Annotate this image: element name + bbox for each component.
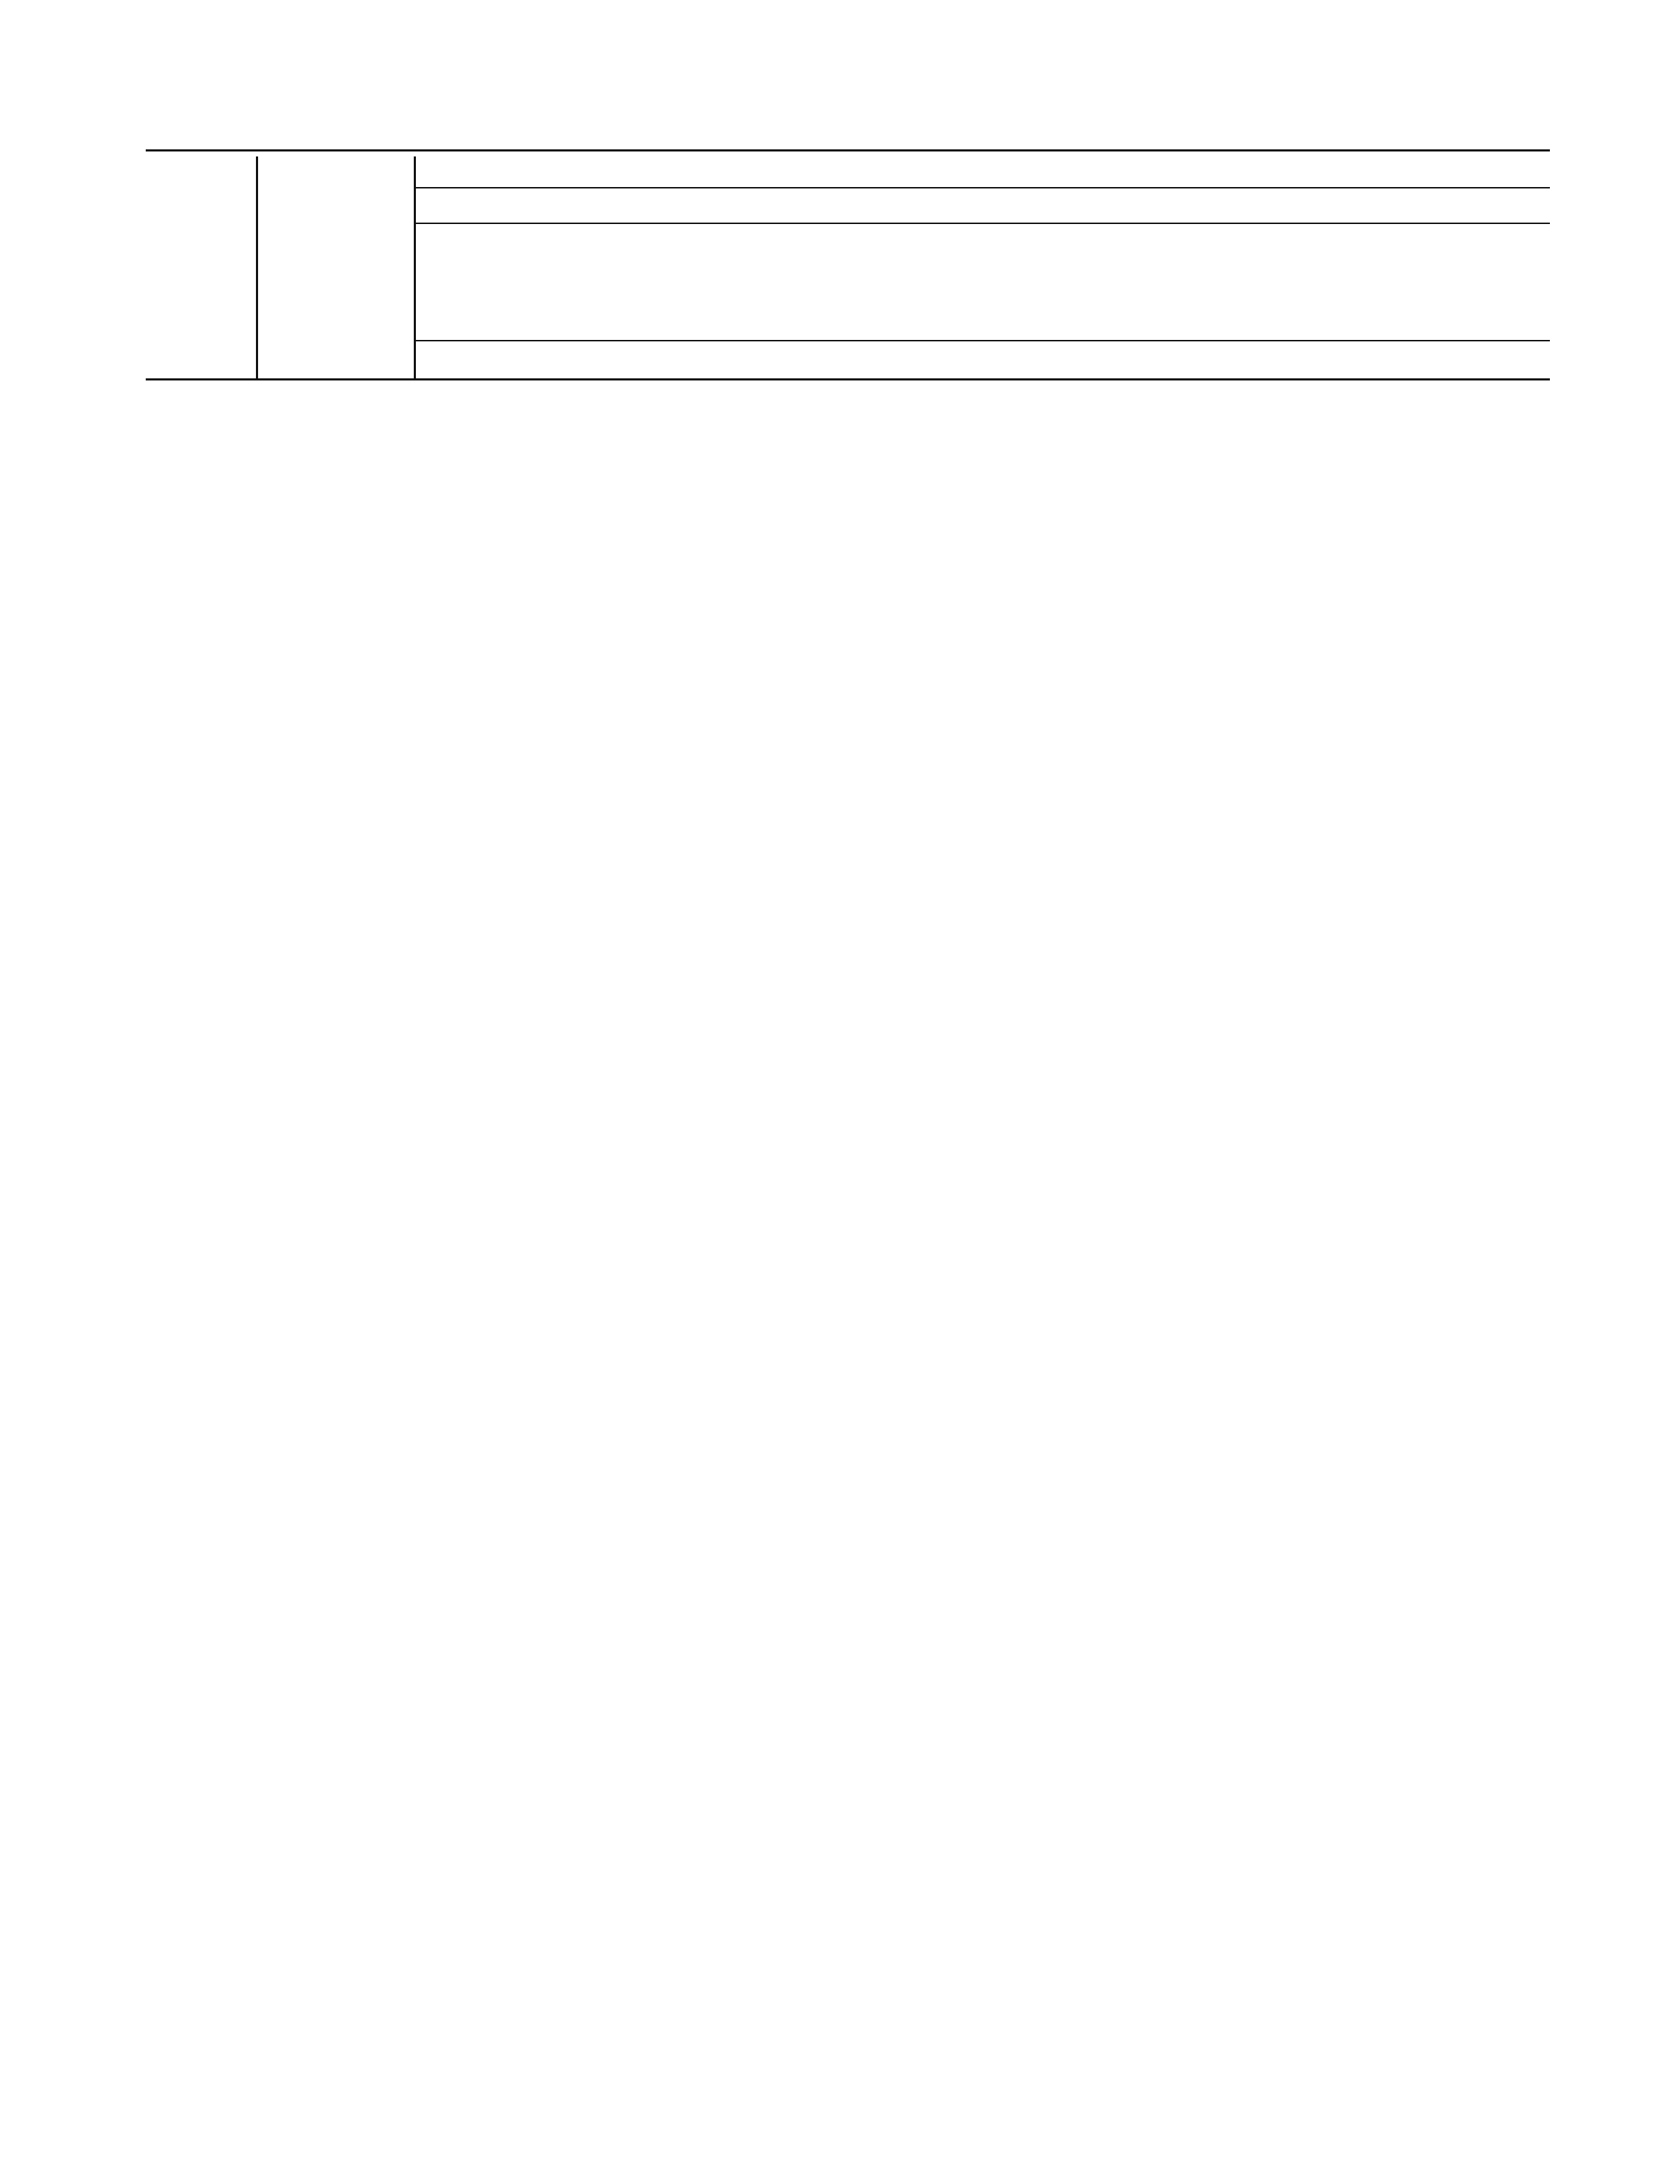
rule (415, 223, 1550, 224)
rule (415, 187, 1550, 188)
rule (146, 149, 1550, 151)
rule (146, 378, 1550, 380)
rule (415, 340, 1550, 341)
rule (414, 156, 416, 378)
rule (256, 156, 258, 378)
